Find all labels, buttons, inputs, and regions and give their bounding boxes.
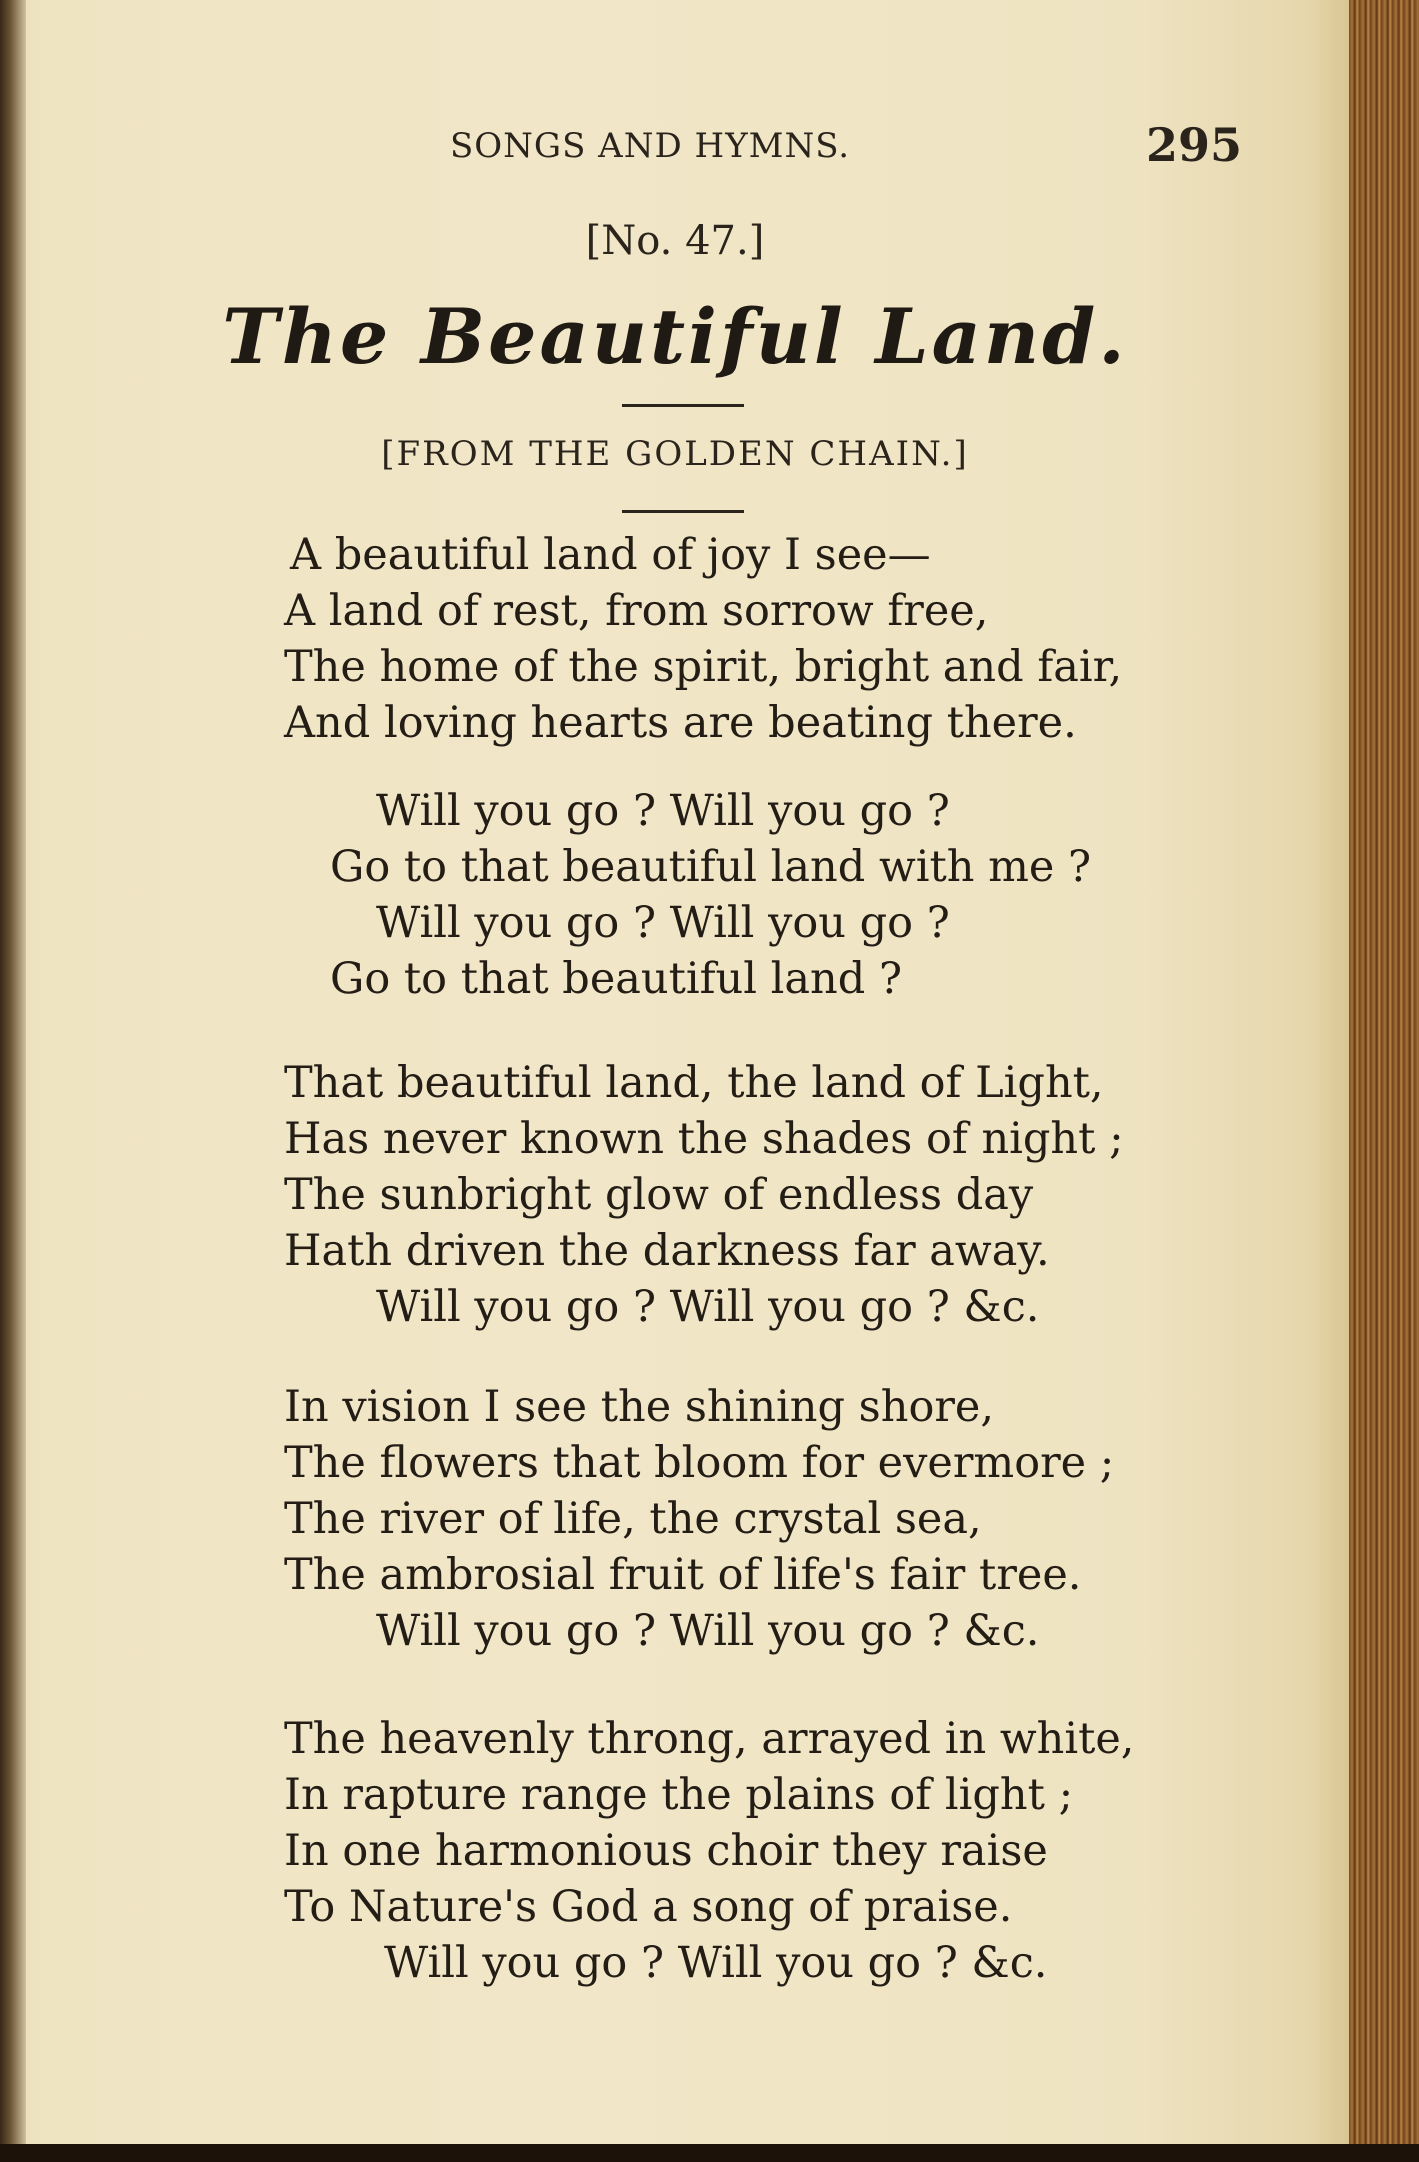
lyric-line: The river of life, the crystal sea, xyxy=(284,1494,982,1544)
lyric-line: In rapture range the plains of light ; xyxy=(284,1770,1074,1820)
lyric-line: That beautiful land, the land of Light, xyxy=(284,1058,1104,1108)
lyric-line: In one harmonious choir they raise xyxy=(284,1826,1048,1876)
chorus-line: Will you go ? Will you go ? xyxy=(376,786,950,836)
lyric-line: Has never known the shades of night ; xyxy=(284,1114,1124,1164)
chorus-ref-line: Will you go ? Will you go ? &c. xyxy=(376,1282,1040,1332)
chorus-ref-line: Will you go ? Will you go ? &c. xyxy=(376,1606,1040,1656)
lyric-line: The sunbright glow of endless day xyxy=(284,1170,1034,1220)
lyric-line: In vision I see the shining shore, xyxy=(284,1382,995,1432)
lyric-line: Hath driven the darkness far away. xyxy=(284,1226,1050,1276)
lyric-line: A beautiful land of joy I see— xyxy=(290,530,931,580)
lyric-line: The ambrosial fruit of life's fair tree. xyxy=(284,1550,1082,1600)
lyric-line: And loving hearts are beating there. xyxy=(284,698,1077,748)
hymn-source: [FROM THE GOLDEN CHAIN.] xyxy=(381,434,969,474)
hymn-number: [No. 47.] xyxy=(585,218,765,264)
lyric-line: The flowers that bloom for evermore ; xyxy=(284,1438,1115,1488)
running-head-title: SONGS AND HYMNS. xyxy=(450,126,851,166)
lyric-line: To Nature's God a song of praise. xyxy=(284,1882,1013,1932)
chorus-line: Go to that beautiful land with me ? xyxy=(330,842,1092,892)
lyric-line: A land of rest, from sorrow free, xyxy=(284,586,989,636)
lyric-line: The heavenly throng, arrayed in white, xyxy=(284,1714,1135,1764)
chorus-ref-line: Will you go ? Will you go ? &c. xyxy=(384,1938,1048,1988)
chorus-line: Go to that beautiful land ? xyxy=(330,954,902,1004)
lyric-line: The home of the spirit, bright and fair, xyxy=(284,642,1123,692)
page-number: 295 xyxy=(1146,118,1243,172)
hymn-title: The Beautiful Land. xyxy=(222,292,1128,381)
chorus-line: Will you go ? Will you go ? xyxy=(376,898,950,948)
